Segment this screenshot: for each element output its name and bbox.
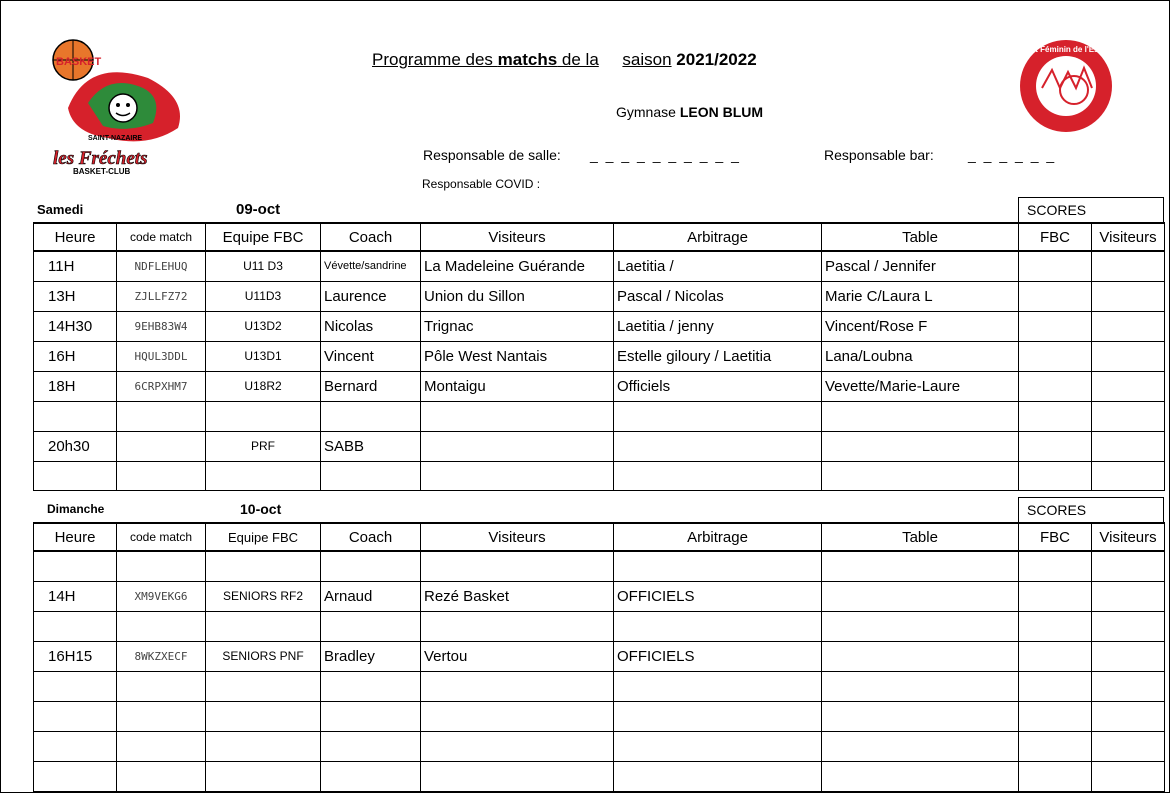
title-part1: Programme des — [372, 50, 498, 69]
column-header: Heure — [34, 223, 117, 251]
cell-visiteurs[interactable] — [421, 401, 614, 431]
cell-equipe[interactable]: SENIORS PNF — [206, 641, 321, 671]
column-header: Table — [822, 523, 1019, 551]
cell-arbitrage[interactable] — [614, 611, 822, 641]
cell-table[interactable] — [822, 641, 1019, 671]
cell-visiteurs[interactable] — [421, 731, 614, 761]
cell-arbitrage[interactable]: OFFICIELS — [614, 641, 822, 671]
score-visiteurs[interactable] — [1092, 581, 1165, 611]
column-header: FBC — [1019, 523, 1092, 551]
table-row — [34, 281, 1165, 311]
cell-heure[interactable]: 18H — [34, 371, 117, 401]
cell-heure[interactable]: 14H30 — [34, 311, 117, 341]
cell-table[interactable] — [822, 671, 1019, 701]
column-header: Visiteurs — [1092, 523, 1165, 551]
saturday-date-label: 09-oct — [236, 201, 281, 218]
cell-code[interactable] — [117, 551, 206, 581]
cell-equipe[interactable] — [206, 731, 321, 761]
column-header: Heure — [34, 523, 117, 551]
score-visiteurs[interactable] — [1092, 551, 1165, 581]
svg-text:les Fréchets: les Fréchets — [53, 148, 148, 169]
cell-equipe[interactable]: U18R2 — [206, 371, 321, 401]
score-visiteurs[interactable] — [1092, 371, 1165, 401]
column-header: Table — [822, 223, 1019, 251]
column-header: Equipe FBC — [206, 523, 321, 551]
cell-coach[interactable] — [321, 611, 421, 641]
table-row — [34, 581, 1165, 611]
score-visiteurs[interactable] — [1092, 761, 1165, 791]
cell-equipe[interactable] — [206, 401, 321, 431]
score-fbc[interactable] — [1019, 761, 1092, 791]
cell-table[interactable] — [822, 551, 1019, 581]
cell-coach[interactable]: Nicolas — [321, 311, 421, 341]
cell-equipe[interactable] — [206, 701, 321, 731]
column-header: Coach — [321, 223, 421, 251]
gymnase-line: Gymnase LEON BLUM — [616, 104, 764, 120]
cell-equipe[interactable]: PRF — [206, 431, 321, 461]
cell-code[interactable]: 8WKZXECF — [117, 641, 206, 671]
cell-arbitrage[interactable]: Estelle giloury / Laetitia — [614, 341, 822, 371]
cell-equipe[interactable] — [206, 611, 321, 641]
cell-visiteurs[interactable] — [421, 671, 614, 701]
cell-code[interactable]: HQUL3DDL — [117, 341, 206, 371]
cell-visiteurs[interactable] — [421, 461, 614, 490]
cell-equipe[interactable] — [206, 551, 321, 581]
cell-arbitrage[interactable]: Pascal / Nicolas — [614, 281, 822, 311]
score-fbc[interactable] — [1019, 281, 1092, 311]
cell-code[interactable] — [117, 671, 206, 701]
cell-heure[interactable] — [34, 461, 117, 490]
cell-heure[interactable]: 13H — [34, 281, 117, 311]
cell-equipe[interactable] — [206, 761, 321, 791]
sunday-scores-label: SCORES — [1018, 497, 1164, 522]
cell-coach[interactable] — [321, 731, 421, 761]
cell-table[interactable] — [822, 401, 1019, 431]
cell-arbitrage[interactable] — [614, 671, 822, 701]
cell-visiteurs[interactable]: Pôle West Nantais — [421, 341, 614, 371]
table-row — [34, 761, 1165, 791]
column-header: Arbitrage — [614, 523, 822, 551]
score-visiteurs[interactable] — [1092, 401, 1165, 431]
cell-arbitrage[interactable]: Laetitia / — [614, 251, 822, 281]
cell-coach[interactable] — [321, 701, 421, 731]
cell-code[interactable]: XM9VEKG6 — [117, 581, 206, 611]
cell-visiteurs[interactable]: Trignac — [421, 311, 614, 341]
cell-coach[interactable]: Laurence — [321, 281, 421, 311]
cell-heure[interactable]: 16H — [34, 341, 117, 371]
cell-table[interactable] — [822, 731, 1019, 761]
cell-table[interactable]: Vincent/Rose F — [822, 311, 1019, 341]
score-fbc[interactable] — [1019, 461, 1092, 490]
cell-code[interactable] — [117, 401, 206, 431]
cell-code[interactable]: 6CRPXHM7 — [117, 371, 206, 401]
les-frechets-logo — [48, 38, 193, 178]
score-visiteurs[interactable] — [1092, 641, 1165, 671]
cell-code[interactable]: NDFLEHUQ — [117, 251, 206, 281]
cell-equipe[interactable]: SENIORS RF2 — [206, 581, 321, 611]
cell-table[interactable]: Marie C/Laura L — [822, 281, 1019, 311]
responsable-salle-label: Responsable de salle: — [423, 147, 561, 163]
score-fbc[interactable] — [1019, 401, 1092, 431]
page-title — [372, 50, 757, 70]
score-visiteurs[interactable] — [1092, 341, 1165, 371]
svg-text:Basket Féminin de l'Estuaire: Basket Féminin de l'Estuaire — [1011, 45, 1121, 54]
cell-heure[interactable]: 16H15 — [34, 641, 117, 671]
score-visiteurs[interactable] — [1092, 251, 1165, 281]
responsable-covid-label: Responsable COVID : — [422, 177, 541, 191]
cell-arbitrage[interactable] — [614, 401, 822, 431]
cell-heure[interactable]: 20h30 — [34, 431, 117, 461]
title-part2: de la — [557, 50, 599, 69]
cell-arbitrage[interactable]: Laetitia / jenny — [614, 311, 822, 341]
cell-equipe[interactable]: U13D2 — [206, 311, 321, 341]
cell-heure[interactable] — [34, 401, 117, 431]
cell-arbitrage[interactable]: OFFICIELS — [614, 581, 822, 611]
cell-equipe[interactable] — [206, 461, 321, 490]
cell-code[interactable] — [117, 461, 206, 490]
table-row — [34, 551, 1165, 581]
cell-coach[interactable] — [321, 551, 421, 581]
sunday-date-label: 10-oct — [240, 501, 282, 517]
table-row — [34, 461, 1165, 490]
svg-text:BASKET: BASKET — [56, 56, 102, 68]
score-fbc[interactable] — [1019, 611, 1092, 641]
responsable-bar-label: Responsable bar: — [824, 147, 934, 163]
cell-code[interactable] — [117, 701, 206, 731]
column-header: code match — [117, 523, 206, 551]
cell-table[interactable] — [822, 761, 1019, 791]
score-visiteurs[interactable] — [1092, 731, 1165, 761]
cell-visiteurs[interactable] — [421, 431, 614, 461]
score-fbc[interactable] — [1019, 581, 1092, 611]
cell-visiteurs[interactable]: La Madeleine Guérande — [421, 251, 614, 281]
cell-table[interactable]: Lana/Loubna — [822, 341, 1019, 371]
responsable-bar-blank[interactable]: _ _ _ _ _ _ — [968, 147, 1057, 163]
cell-arbitrage[interactable] — [614, 461, 822, 490]
table-row — [34, 701, 1165, 731]
cell-code[interactable] — [117, 761, 206, 791]
cell-table[interactable] — [822, 581, 1019, 611]
table-row — [34, 731, 1165, 761]
column-header: Visiteurs — [421, 223, 614, 251]
svg-text:BASKET-CLUB: BASKET-CLUB — [73, 167, 131, 176]
table-row — [34, 341, 1165, 371]
cell-table[interactable] — [822, 461, 1019, 490]
cell-coach[interactable] — [321, 401, 421, 431]
cell-equipe[interactable]: U11D3 — [206, 281, 321, 311]
table-row — [34, 641, 1165, 671]
cell-coach[interactable] — [321, 761, 421, 791]
cell-heure[interactable] — [34, 701, 117, 731]
column-header: Visiteurs — [1092, 223, 1165, 251]
responsable-salle-blank[interactable]: _ _ _ _ _ _ _ _ _ _ — [590, 147, 741, 163]
sunday-header-row — [34, 523, 1165, 551]
cell-arbitrage[interactable] — [614, 551, 822, 581]
cell-heure[interactable] — [34, 761, 117, 791]
cell-arbitrage[interactable] — [614, 761, 822, 791]
cell-heure[interactable]: 11H — [34, 251, 117, 281]
cell-equipe[interactable]: U11 D3 — [206, 251, 321, 281]
table-row — [34, 431, 1165, 461]
cell-visiteurs[interactable] — [421, 551, 614, 581]
table-row — [34, 611, 1165, 641]
cell-table[interactable]: Vevette/Marie-Laure — [822, 371, 1019, 401]
cell-code[interactable] — [117, 731, 206, 761]
score-fbc[interactable] — [1019, 371, 1092, 401]
title-bold: matchs — [497, 50, 558, 69]
cell-visiteurs[interactable] — [421, 611, 614, 641]
column-header: Arbitrage — [614, 223, 822, 251]
cell-table[interactable] — [822, 611, 1019, 641]
cell-visiteurs[interactable]: Vertou — [421, 641, 614, 671]
cell-equipe[interactable] — [206, 671, 321, 701]
svg-text:SAINT-NAZAIRE: SAINT-NAZAIRE — [88, 135, 143, 142]
score-visiteurs[interactable] — [1092, 611, 1165, 641]
column-header: Equipe FBC — [206, 223, 321, 251]
score-visiteurs[interactable] — [1092, 701, 1165, 731]
cell-visiteurs[interactable] — [421, 701, 614, 731]
saturday-schedule-table — [33, 222, 1165, 491]
title-season: 2021/2022 — [676, 50, 757, 69]
cell-visiteurs[interactable]: Rezé Basket — [421, 581, 614, 611]
cell-visiteurs[interactable] — [421, 761, 614, 791]
column-header: code match — [117, 223, 206, 251]
title-saison: saison — [622, 50, 672, 69]
cell-table[interactable] — [822, 431, 1019, 461]
sunday-day-label: Dimanche — [47, 502, 105, 516]
column-header: Coach — [321, 523, 421, 551]
column-header: FBC — [1019, 223, 1092, 251]
table-row — [34, 251, 1165, 281]
score-fbc[interactable] — [1019, 671, 1092, 701]
score-visiteurs[interactable] — [1092, 281, 1165, 311]
score-visiteurs[interactable] — [1092, 431, 1165, 461]
cell-equipe[interactable]: U13D1 — [206, 341, 321, 371]
cell-arbitrage[interactable] — [614, 431, 822, 461]
saturday-header-row — [34, 223, 1165, 251]
score-visiteurs[interactable] — [1092, 671, 1165, 701]
score-fbc[interactable] — [1019, 701, 1092, 731]
cell-table[interactable]: Pascal / Jennifer — [822, 251, 1019, 281]
cell-heure[interactable]: 14H — [34, 581, 117, 611]
table-row — [34, 401, 1165, 431]
cell-coach[interactable]: Bradley — [321, 641, 421, 671]
score-fbc[interactable] — [1019, 551, 1092, 581]
column-header: Visiteurs — [421, 523, 614, 551]
basket-feminin-estuaire-logo — [1008, 38, 1126, 134]
cell-coach[interactable]: Vincent — [321, 341, 421, 371]
cell-coach[interactable]: Bernard — [321, 371, 421, 401]
cell-arbitrage[interactable] — [614, 731, 822, 761]
cell-visiteurs[interactable]: Union du Sillon — [421, 281, 614, 311]
table-row — [34, 311, 1165, 341]
score-fbc[interactable] — [1019, 311, 1092, 341]
cell-table[interactable] — [822, 701, 1019, 731]
score-fbc[interactable] — [1019, 731, 1092, 761]
cell-heure[interactable] — [34, 731, 117, 761]
sunday-schedule-table — [33, 522, 1165, 792]
cell-visiteurs[interactable]: Montaigu — [421, 371, 614, 401]
score-fbc[interactable] — [1019, 251, 1092, 281]
cell-code[interactable] — [117, 611, 206, 641]
score-fbc[interactable] — [1019, 431, 1092, 461]
table-row — [34, 671, 1165, 701]
cell-coach[interactable]: SABB — [321, 431, 421, 461]
score-visiteurs[interactable] — [1092, 461, 1165, 490]
cell-coach[interactable] — [321, 671, 421, 701]
cell-code[interactable]: 9EHB83W4 — [117, 311, 206, 341]
cell-arbitrage[interactable] — [614, 701, 822, 731]
score-fbc[interactable] — [1019, 641, 1092, 671]
score-fbc[interactable] — [1019, 341, 1092, 371]
score-visiteurs[interactable] — [1092, 311, 1165, 341]
cell-code[interactable]: ZJLLFZ72 — [117, 281, 206, 311]
cell-heure[interactable] — [34, 671, 117, 701]
gym-name: LEON BLUM — [679, 104, 764, 120]
cell-coach[interactable]: Arnaud — [321, 581, 421, 611]
cell-coach[interactable]: Vévette/sandrine — [321, 251, 421, 281]
cell-heure[interactable] — [34, 611, 117, 641]
saturday-scores-label: SCORES — [1018, 197, 1164, 222]
cell-code[interactable] — [117, 431, 206, 461]
table-row — [34, 371, 1165, 401]
saturday-day-label: Samedi — [37, 202, 84, 217]
cell-arbitrage[interactable]: Officiels — [614, 371, 822, 401]
cell-heure[interactable] — [34, 551, 117, 581]
cell-coach[interactable] — [321, 461, 421, 490]
